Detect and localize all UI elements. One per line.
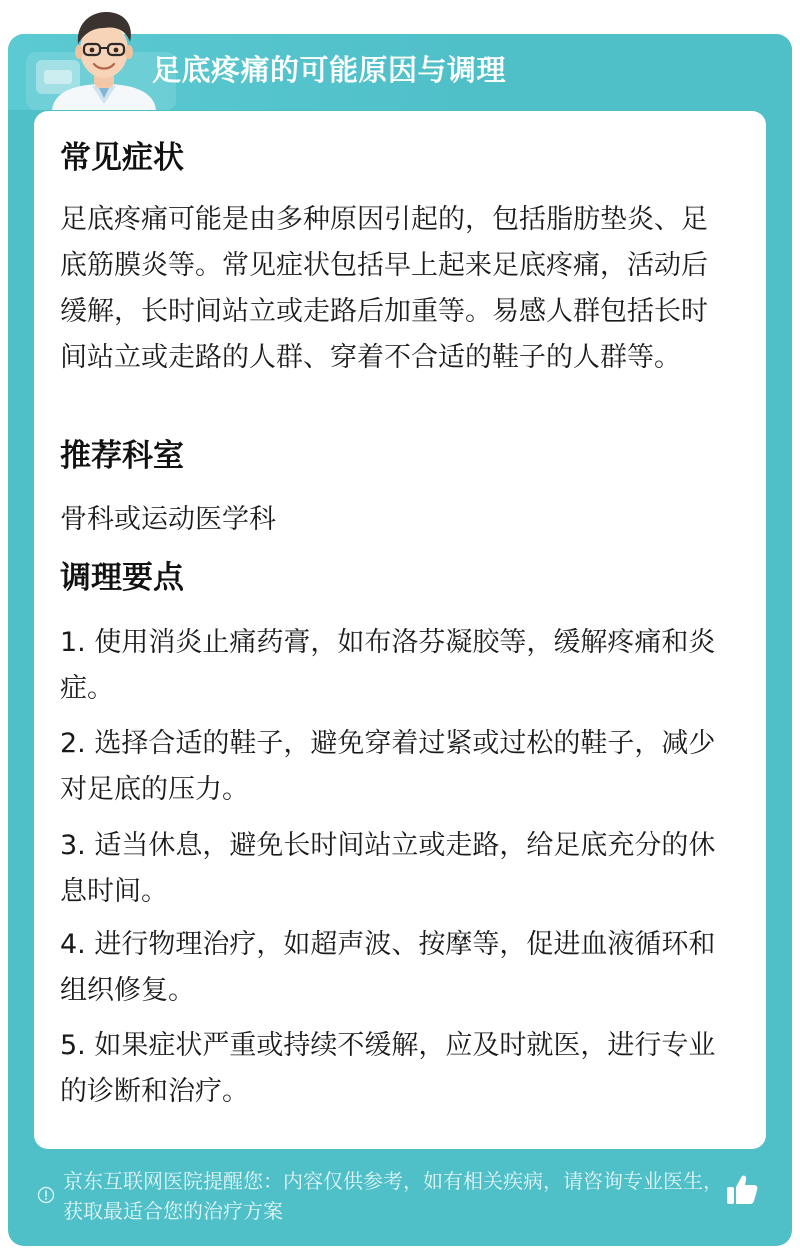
section-body-symptoms: 足底疼痛可能是由多种原因引起的，包括脂肪垫炎、足底筋膜炎等。常见症状包括早上起来足底疼痛，活动后缓解，长时间站立或走路后加重等。易感人群包括长时间站立或走路的人群、穿着不合适的鞋子的人群等。 — [60, 204, 708, 373]
page-title: 足底疼痛的可能原因与调理 — [152, 53, 507, 87]
footer-disclaimer: 京东互联网医院提醒您：内容仅供参考，如有相关疾病，请咨询专业医生，获取最适合您的治疗方案 — [63, 1169, 723, 1223]
list-item: 5. 如果症状严重或持续不缓解，应及时就医，进行专业的诊断和治疗。 — [60, 1030, 716, 1107]
list-item: 3. 适当休息，避免长时间站立或走路，给足底充分的休息时间。 — [60, 830, 716, 907]
section-heading-symptoms: 常见症状 — [60, 140, 184, 176]
section-heading-department: 推荐科室 — [60, 438, 184, 474]
section-heading-care: 调理要点 — [60, 560, 184, 596]
info-icon — [37, 1186, 55, 1204]
doctor-avatar-icon — [44, 6, 164, 110]
thumbs-up-icon[interactable] — [724, 1172, 760, 1208]
list-item: 4. 进行物理治疗，如超声波、按摩等，促进血液循环和组织修复。 — [60, 929, 716, 1006]
list-item: 2. 选择合适的鞋子，避免穿着过紧或过松的鞋子，减少对足底的压力。 — [60, 728, 716, 805]
section-body-department: 骨科或运动医学科 — [60, 504, 276, 535]
list-item: 1. 使用消炎止痛药膏，如布洛芬凝胶等，缓解疼痛和炎症。 — [60, 627, 716, 704]
